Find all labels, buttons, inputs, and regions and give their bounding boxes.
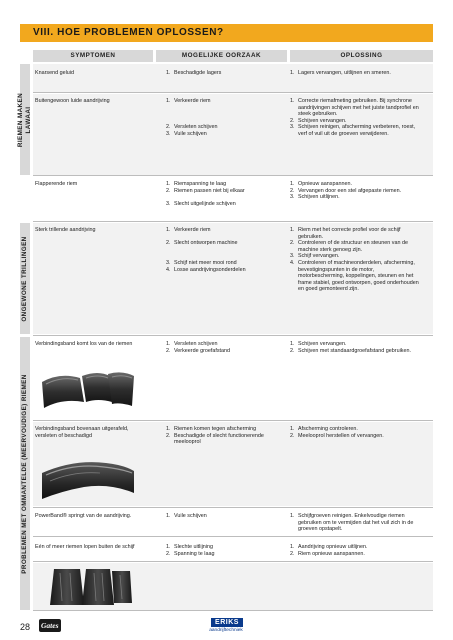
row-divider — [33, 221, 433, 222]
symptom-cell: Verbindingsband komt los van de riemen — [35, 341, 133, 347]
cause-cell: 1. Verkeerde riem 2. Slecht ontworpen machine 3. Schijf niet meer mooi rond 4. Losse aandrijvingsonderdelen — [166, 227, 246, 273]
eriks-logo: ERIKS aandrijftechniek — [209, 619, 243, 633]
page-title: VIII. HOE PROBLEMEN OPLOSSEN? — [33, 27, 224, 38]
symptom-cell: Verbindingsband bovenaan uitgerafeld, versleten of beschadigd — [35, 426, 129, 439]
row-divider — [33, 561, 433, 562]
row-divider — [33, 92, 433, 93]
section-label-banded: PROBLEMEN MET OMMANTELDE (MEERVOUDIGE) RIEMEN — [21, 373, 28, 574]
solution-cell: 1. Schijven vervangen. 2. Schijven met standaardgroefafstand gebruiken. — [290, 341, 411, 354]
row-divider — [33, 335, 433, 336]
page-number: 28 — [20, 622, 31, 632]
row-divider — [33, 536, 433, 537]
cause-cell: 1. Versleten schijven 2. Verkeerde groefafstand — [166, 341, 231, 354]
gates-logo: Gates — [39, 619, 61, 632]
column-header-symptoms: SYMPTOMEN — [33, 50, 153, 62]
cause-cell: 1. Vuile schijven — [166, 513, 207, 519]
solution-cell: 1. Opnieuw aanspannen. 2. Vervangen door een stel afgepaste riemen. 3. Schijven uitlijnen. — [290, 181, 402, 201]
row-divider — [33, 175, 433, 176]
misaligned-belt-illustration — [40, 565, 136, 607]
column-header-cause: MOGELIJKE OORZAAK — [156, 50, 287, 62]
cause-cell: 1. Riemen komen tegen afscherming 2. Beschadigde of slecht functionerende meelooprol — [166, 426, 264, 446]
symptom-cell: Buitengewoon luide aandrijving — [35, 98, 110, 104]
symptom-cell: Flapperende riem — [35, 181, 78, 187]
section-label-vibration: ONGEWONE TRILLINGEN — [21, 235, 28, 322]
solution-cell: 1. Riem met het correcte profiel voor de schijf gebruiken. 2. Controleren of de structuur en steunen van de machine sterk genoeg zijn. 3. Schijf vervangen. 4. Controleren of machineonderdelen, afscherming, bevestigingspunten in de motor, motorbescherming, koppelingen, steunen en het frame stabiel, goed ontworpen, goed onderhouden en goed gemonteerd zijn. — [290, 227, 419, 293]
row-divider — [33, 610, 433, 611]
symptom-cell: Sterk trillende aandrijving — [35, 227, 96, 233]
cause-cell: 1. Verkeerde riem 2. Versleten schijven 3. Vuile schijven — [166, 98, 218, 137]
solution-cell: 1. Afscherming controleren. 2. Meelooprol herstellen of vervangen. — [290, 426, 384, 439]
column-header-solution: OPLOSSING — [290, 50, 433, 62]
solution-cell: 1. Schijfgroeven reinigen. Enkelvoudige riemen gebruiken om te vermijden dat het vuil zich in de groeven opstapelt. — [290, 513, 414, 533]
separated-band-belt-illustration — [40, 368, 136, 416]
solution-cell: 1. Correcte riemafmeting gebruiken. Bij synchrone aandrijvingen schijven met het juiste tandprofiel en steek gebruiken. 2. Schijven vervangen. 3. Schijven reinigen, afscherming verbeteren, roest, verf of vuil uit de groeven verwijderen. — [290, 98, 419, 137]
cause-cell: 1. Beschadigde lagers — [166, 70, 222, 76]
cause-cell: 1. Riemspanning te laag 2. Riemen passen niet bij elkaar 3. Slecht uitgelijnde schijven — [166, 181, 245, 207]
symptom-cell: PowerBand® springt van de aandrijving. — [35, 513, 132, 519]
row-background — [33, 64, 433, 92]
cause-cell: 1. Slechte uitlijning 2. Spanning te laag — [166, 544, 215, 557]
symptom-cell: Knarsend geluid — [35, 70, 74, 76]
page-title-bar — [20, 24, 433, 42]
row-divider — [33, 420, 433, 421]
frayed-band-belt-illustration — [40, 453, 136, 503]
symptom-cell: Eén of meer riemen lopen buiten de schijf — [35, 544, 135, 550]
section-label-noise: RIEMEN MAKEN LAWAAI — [17, 92, 32, 147]
row-divider — [33, 507, 433, 508]
solution-cell: 1. Lagers vervangen, uitlijnen en smeren. — [290, 70, 391, 76]
solution-cell: 1. Aandrijving opnieuw uitlijnen. 2. Riem opnieuw aanspannen. — [290, 544, 368, 557]
